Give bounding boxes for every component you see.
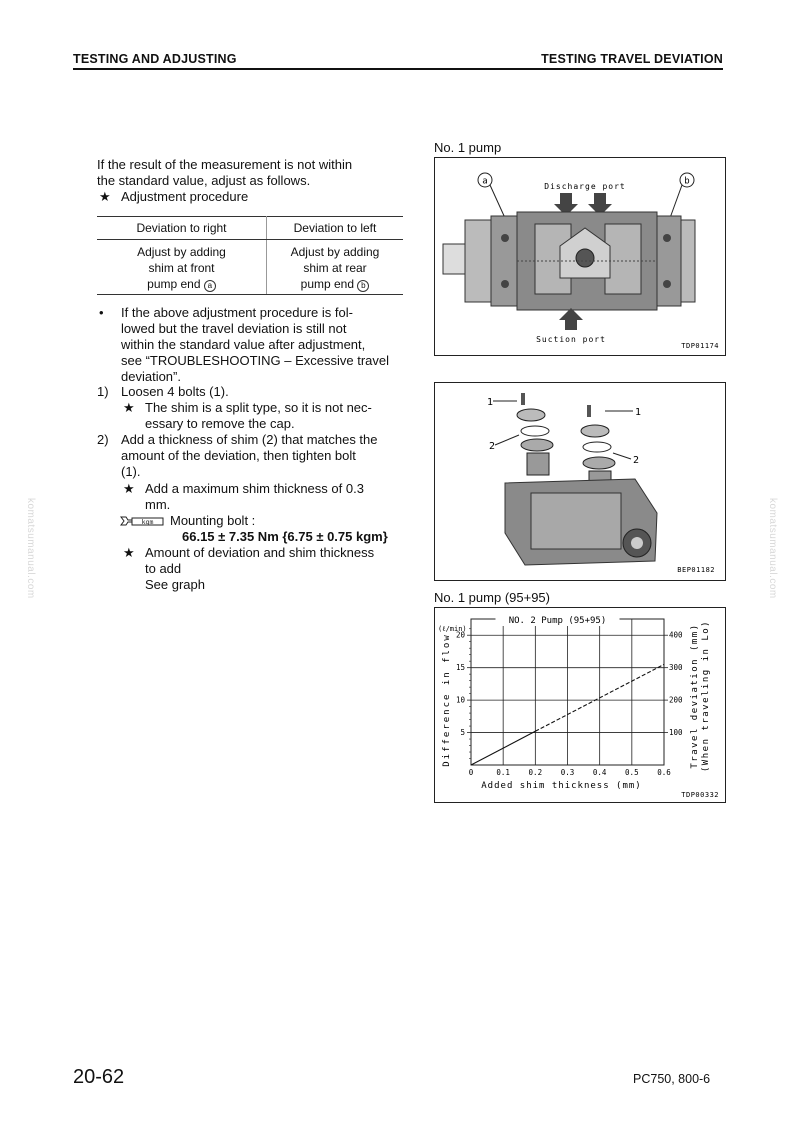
y-tick-label: 5 xyxy=(460,728,465,738)
table-cell-left xyxy=(267,240,404,295)
note-paragraph xyxy=(121,305,403,385)
label-bolt-1: 1 xyxy=(487,397,494,408)
step-2-line: amount of the deviation, then tighten bolt xyxy=(121,448,356,463)
table-cell-right xyxy=(97,240,267,295)
step-1-number: 1) xyxy=(97,384,109,399)
y2-tick-label: 300 xyxy=(669,663,683,673)
torque-wrench-icon xyxy=(120,514,164,528)
y-tick-label: 15 xyxy=(455,663,465,673)
torque-value: 66.15 ± 7.35 Nm {6.75 ± 0.75 kgm} xyxy=(182,529,388,544)
page-number: 20-62 xyxy=(73,1066,125,1088)
note-line: deviation”. xyxy=(121,369,181,384)
table-cell-right-line2: shim at front xyxy=(148,261,215,275)
figure-3-chart xyxy=(434,607,726,803)
intro-line-2: the standard value, adjust as follows. xyxy=(97,173,311,188)
table-cell-right-line3 xyxy=(105,276,258,292)
model-number: PC750, 800-6 xyxy=(633,1072,711,1086)
y2-tick-label: 200 xyxy=(669,695,683,705)
star-icon: ★ xyxy=(123,400,135,415)
step-1-star-note xyxy=(145,400,372,432)
step-2-star-note-2 xyxy=(145,545,374,593)
table-header-left: Deviation to left xyxy=(267,217,404,240)
figure-3-code: TDP00332 xyxy=(681,791,719,799)
y-tick-label: 20 xyxy=(455,630,465,640)
table-cell-right-text: pump end xyxy=(147,277,201,291)
watermark-right: komatsumanual.com xyxy=(767,498,778,599)
callout-a: a xyxy=(482,176,488,187)
label-shim-2-right: 2 xyxy=(633,455,640,466)
note-line: within the standard value after adjustment, xyxy=(121,337,366,352)
table-header-right: Deviation to right xyxy=(97,217,267,240)
y2-tick-label: 100 xyxy=(669,728,683,738)
x-tick-label: 0 xyxy=(468,768,474,777)
star-icon: ★ xyxy=(123,545,135,560)
step-2-text xyxy=(121,432,378,480)
x-tick-label: 0.1 xyxy=(496,768,510,777)
star-icon: ★ xyxy=(99,189,111,204)
callout-b: b xyxy=(684,176,690,187)
torque-icon-label: kgm xyxy=(141,518,154,526)
y2-axis-label-sub: (When traveling in Lo) xyxy=(701,619,711,773)
figure-2-shim-diagram xyxy=(434,382,726,581)
shim-deviation-chart xyxy=(435,608,725,802)
step-2-line: (1). xyxy=(121,464,141,479)
x-tick-label: 0.3 xyxy=(560,768,575,777)
discharge-port-label: Discharge port xyxy=(544,182,626,191)
see-graph-text: See graph xyxy=(145,577,205,592)
figure-1-code: TDP01174 xyxy=(681,342,719,350)
step-2-line: Add a thickness of shim (2) that matches the xyxy=(121,432,378,447)
intro-line-1: If the result of the measurement is not within xyxy=(97,157,353,172)
label-bolt-1-right: 1 xyxy=(635,407,642,418)
suction-port-label: Suction port xyxy=(536,335,606,344)
circled-a-mark: a xyxy=(204,280,216,292)
figure-1-caption: No. 1 pump xyxy=(434,140,502,155)
table-cell-left-line2: shim at rear xyxy=(303,261,367,275)
x-tick-label: 0.6 xyxy=(657,768,671,777)
circled-b-mark: b xyxy=(357,280,369,292)
x-axis-label: Added shim thickness (mm) xyxy=(481,781,642,791)
star3-line: to add xyxy=(145,561,182,576)
note-line: lowed but the travel deviation is still not xyxy=(121,321,347,336)
y2-axis-label: Travel deviation (mm) xyxy=(690,623,700,769)
adjustment-table-wrapper xyxy=(97,216,403,295)
figure-1-pump-diagram xyxy=(434,157,726,356)
step-2-star-note xyxy=(145,481,364,513)
x-tick-label: 0.5 xyxy=(625,768,639,777)
label-shim-2: 2 xyxy=(489,441,496,452)
step-1-text: Loosen 4 bolts (1). xyxy=(121,384,229,399)
step-2-star-line: Add a maximum shim thickness of 0.3 xyxy=(145,481,364,496)
page-header xyxy=(73,52,723,70)
step-1-star-line: essary to remove the cap. xyxy=(145,416,295,431)
y-tick-label: 10 xyxy=(455,695,465,705)
figure-3-caption: No. 1 pump (95+95) xyxy=(434,590,550,605)
table-cell-left-line3 xyxy=(275,276,395,292)
note-bullet: • xyxy=(99,305,104,320)
note-line: If the above adjustment procedure is fol- xyxy=(121,305,353,320)
star-icon: ★ xyxy=(123,481,135,496)
table-cell-left-line1: Adjust by adding xyxy=(290,245,380,259)
table-cell-left-text: pump end xyxy=(300,277,355,291)
y-axis-label: Difference in flow xyxy=(442,633,452,767)
step-2-star-line: mm. xyxy=(145,497,171,512)
watermark-left: komatsumanual.com xyxy=(25,498,36,599)
header-topic-title: TESTING TRAVEL DEVIATION xyxy=(541,52,723,66)
note-line: see “TROUBLESHOOTING – Excessive travel xyxy=(121,353,390,368)
figure-2-code: BEP01182 xyxy=(677,566,715,574)
mounting-bolt-label: Mounting bolt : xyxy=(170,513,256,528)
adjustment-table xyxy=(97,216,403,295)
step-1-star-line: The shim is a split type, so it is not nec- xyxy=(145,400,372,415)
x-tick-label: 0.4 xyxy=(592,768,607,777)
y2-tick-label: 400 xyxy=(669,630,683,640)
step-2-number: 2) xyxy=(97,432,109,447)
y-axis-unit: (ℓ/min) xyxy=(438,625,467,633)
star3-line: Amount of deviation and shim thickness xyxy=(145,545,375,560)
x-tick-label: 0.2 xyxy=(528,768,543,777)
table-cell-right-line1: Adjust by adding xyxy=(137,245,226,259)
header-section-title: TESTING AND ADJUSTING xyxy=(73,52,237,66)
adjustment-procedure-label: Adjustment procedure xyxy=(121,189,249,204)
chart-title: NO. 2 Pump (95+95) xyxy=(508,616,607,626)
